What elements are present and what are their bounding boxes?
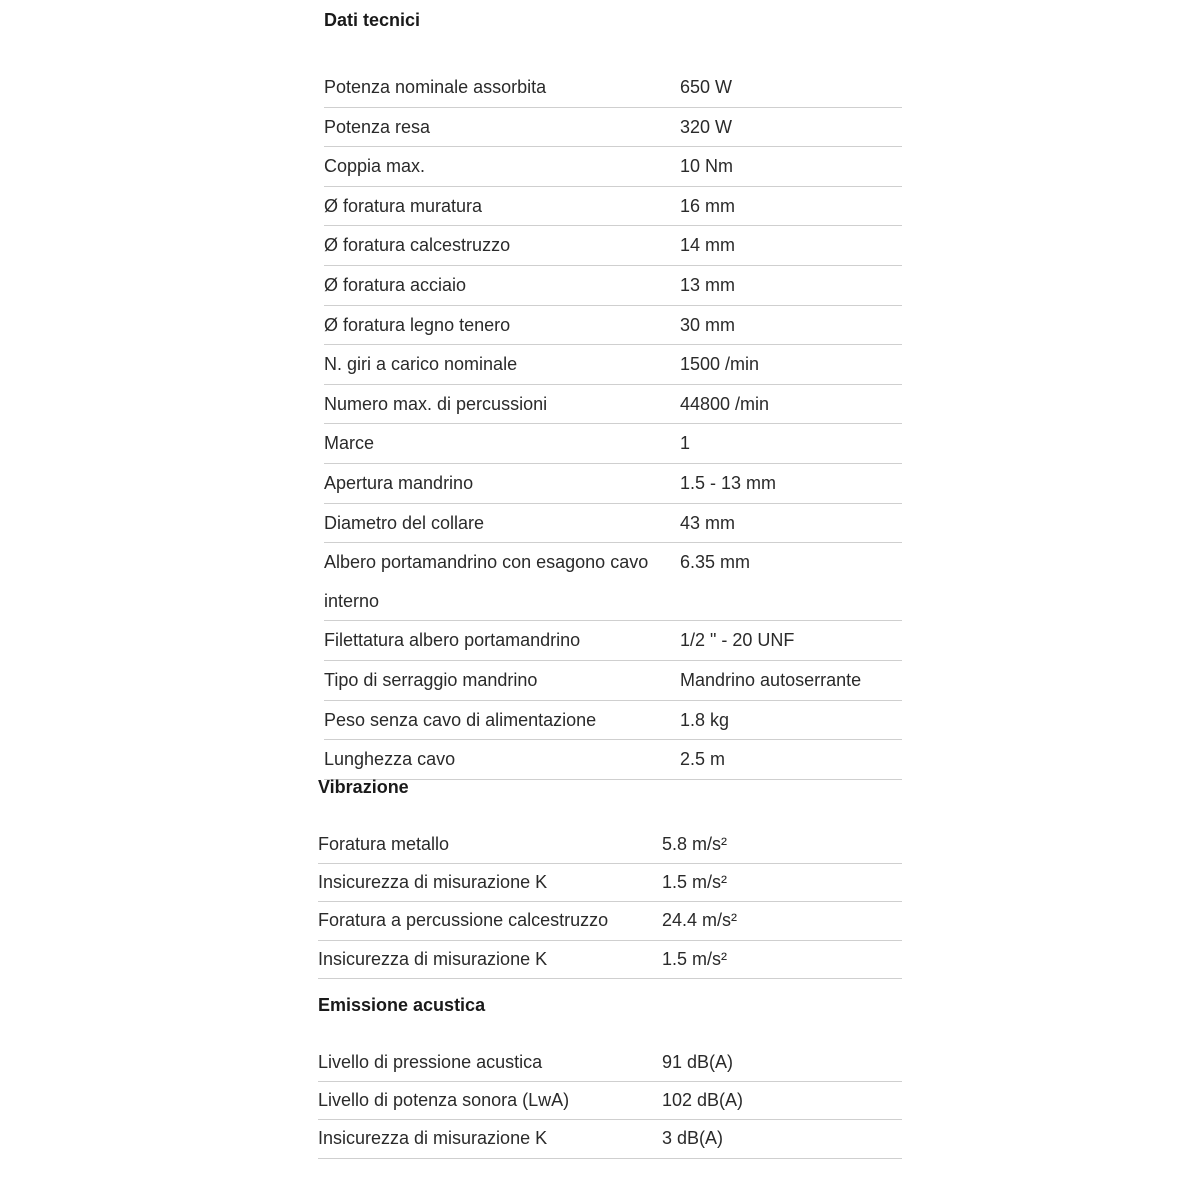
spec-value: 1/2 " - 20 UNF [680,621,902,661]
spec-label: Ø foratura acciaio [324,265,680,305]
spec-value: 1.5 m/s² [662,864,902,902]
table-row [318,864,902,902]
vibration-table [318,826,902,979]
spec-value: 16 mm [680,186,902,226]
spec-value: 43 mm [680,503,902,543]
spec-label: Marce [324,424,680,464]
spec-value: 13 mm [680,265,902,305]
spec-value: 2.5 m [680,740,902,780]
spec-label: Livello di pressione acustica [318,1044,662,1082]
table-row [324,503,902,543]
table-row [324,68,902,107]
table-row [324,424,902,464]
spec-value: 1 [680,424,902,464]
table-row [324,660,902,700]
spec-label: Tipo di serraggio mandrino [324,660,680,700]
acoustic-emission-table [318,1044,902,1159]
table-row [324,463,902,503]
technical-data-table [324,68,902,780]
spec-value: 1.5 m/s² [662,940,902,978]
spec-label: Peso senza cavo di alimentazione [324,700,680,740]
table-row [324,345,902,385]
acoustic-emission-section [318,993,902,1159]
spec-value: 44800 /min [680,384,902,424]
table-row [318,940,902,978]
spec-value: 320 W [680,107,902,147]
spec-label: Insicurezza di misurazione K [318,864,662,902]
spec-label: Ø foratura legno tenero [324,305,680,345]
section-title-vibrazione: Vibrazione [318,777,409,797]
spec-label: Filettatura albero portamandrino [324,621,680,661]
spec-value: 1.5 - 13 mm [680,463,902,503]
table-row [318,1120,902,1158]
spec-label: Insicurezza di misurazione K [318,1120,662,1158]
spec-label: Insicurezza di misurazione K [318,940,662,978]
table-row [324,107,902,147]
table-row [324,700,902,740]
spec-label: Potenza resa [324,107,680,147]
spec-label: Foratura a percussione calcestruzzo [318,902,662,940]
spec-value: Mandrino autoserrante [680,660,902,700]
spec-label: Coppia max. [324,147,680,187]
table-row [318,1044,902,1082]
table-row [324,384,902,424]
technical-data-section [324,8,902,780]
table-row [318,826,902,864]
spec-label: Livello di potenza sonora (LwA) [318,1082,662,1120]
table-row [324,740,902,780]
spec-label: N. giri a carico nominale [324,345,680,385]
table-row [324,543,902,621]
spec-value: 14 mm [680,226,902,266]
table-row [318,902,902,940]
spec-label: Potenza nominale assorbita [324,68,680,107]
spec-value: 24.4 m/s² [662,902,902,940]
spec-value: 3 dB(A) [662,1120,902,1158]
spec-value: 650 W [680,68,902,107]
spec-value: 10 Nm [680,147,902,187]
table-row [324,305,902,345]
spec-label: Ø foratura calcestruzzo [324,226,680,266]
table-row [324,226,902,266]
table-row [324,147,902,187]
section-title-dati-tecnici: Dati tecnici [324,10,421,30]
table-row [324,621,902,661]
vibration-section [318,775,902,979]
spec-label: Diametro del collare [324,503,680,543]
spec-label: Apertura mandrino [324,463,680,503]
spec-label: Lunghezza cavo [324,740,680,780]
spec-value: 6.35 mm [680,543,902,621]
spec-value: 91 dB(A) [662,1044,902,1082]
spec-value: 1.8 kg [680,700,902,740]
spec-label: Ø foratura muratura [324,186,680,226]
spec-value: 30 mm [680,305,902,345]
spec-label: Foratura metallo [318,826,662,864]
table-row [324,265,902,305]
section-title-emissione-acustica: Emissione acustica [318,995,486,1015]
spec-value: 102 dB(A) [662,1082,902,1120]
spec-label: Numero max. di percussioni [324,384,680,424]
table-row [324,186,902,226]
table-row [318,1082,902,1120]
spec-label: Albero portamandrino con esagono cavo interno [324,543,680,621]
spec-value: 1500 /min [680,345,902,385]
spec-value: 5.8 m/s² [662,826,902,864]
